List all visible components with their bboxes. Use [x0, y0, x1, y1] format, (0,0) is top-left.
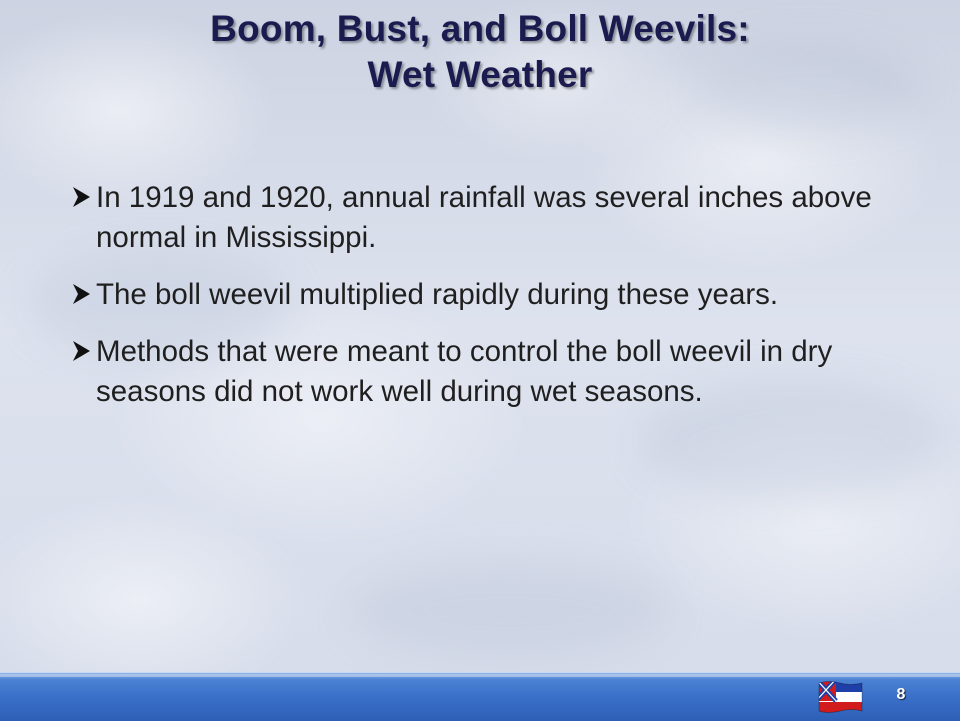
bullet-item: [72, 178, 912, 258]
page-number: 8: [896, 686, 906, 703]
bullet-text: Methods that were meant to control the boll weevil in dry seasons did not work well during wet seasons.: [96, 335, 833, 408]
bullet-text: The boll weevil multiplied rapidly during these years.: [96, 278, 779, 311]
arrow-bullet-icon: [72, 338, 92, 364]
slide-title-line-1: Boom, Bust, and Boll Weevils:: [210, 8, 750, 49]
slide-title-line-2: Wet Weather: [367, 54, 593, 95]
bullet-item: [72, 275, 912, 315]
arrow-bullet-icon: [72, 281, 92, 307]
bullet-list: [72, 178, 912, 429]
slide-title: [0, 6, 960, 98]
mississippi-flag-icon: [816, 679, 864, 717]
arrow-bullet-icon: [72, 184, 92, 210]
bullet-text: In 1919 and 1920, annual rainfall was several inches above normal in Mississippi.: [96, 181, 872, 254]
bullet-item: [72, 332, 912, 412]
